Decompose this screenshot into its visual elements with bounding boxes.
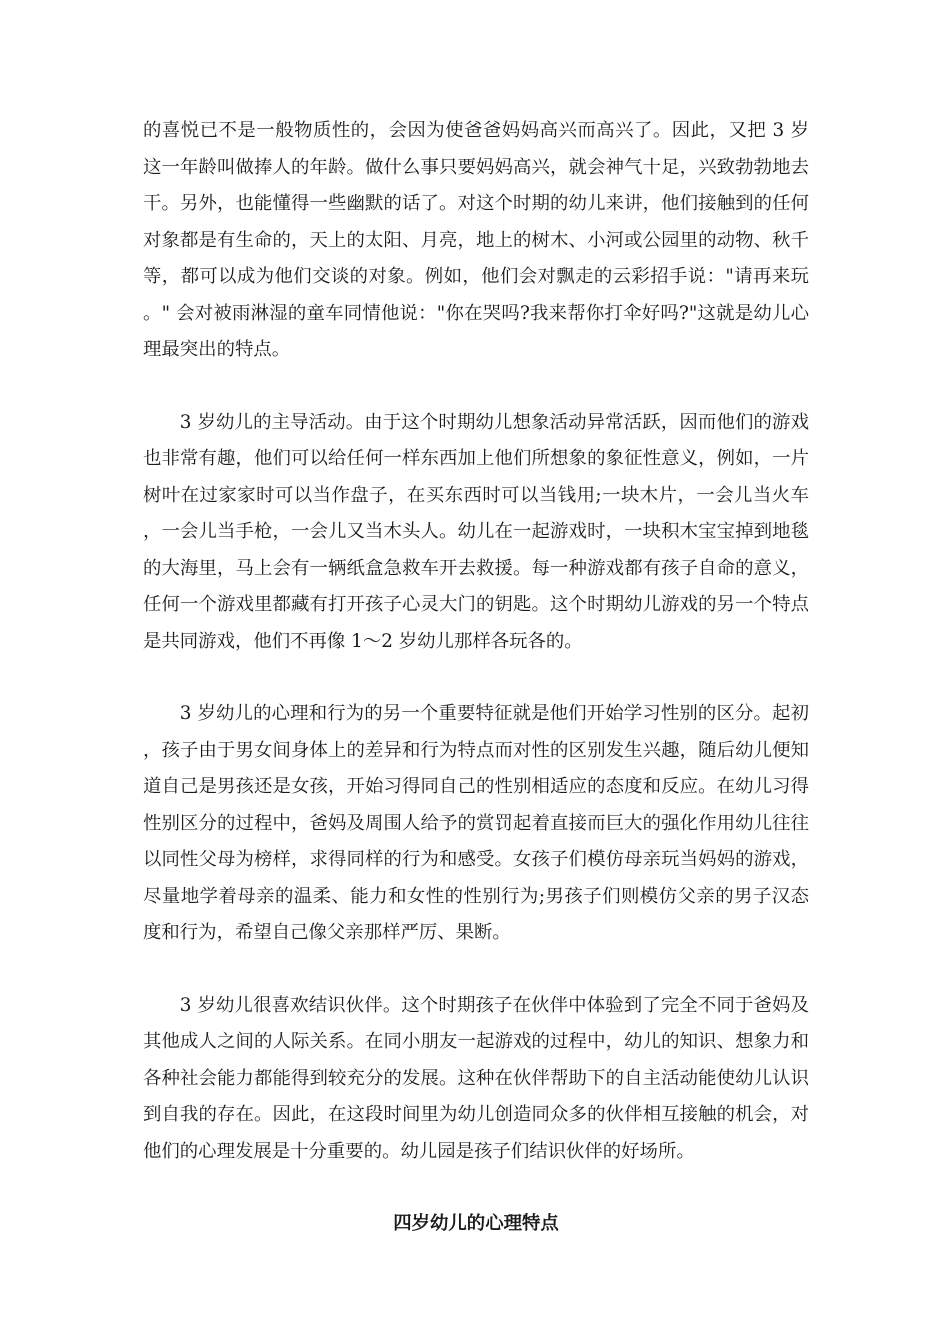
paragraph-gap — [143, 952, 809, 988]
paragraph-gap — [143, 369, 809, 405]
paragraph-making-friends: 3 岁幼儿很喜欢结识伙伴。这个时期孩子在伙伴中体验到了完全不同于爸妈及其他成人之间的人际关系。在同小朋友一起游戏的过程中，幼儿的知识、想象力和各种社会能力都能得到较充分的发展。这种在伙伴帮助下的自主活动能使幼儿认识到自我的存在。因此，在这段时间里为幼儿创造同众多的伙伴相互接触的机会，对他们的心理发展是十分重要的。幼儿园是孩子们结识伙伴的好场所。 — [143, 994, 809, 1162]
document-page — [143, 113, 809, 1243]
section-heading: 四岁幼儿的心理特点 — [393, 1213, 559, 1234]
paragraph-continued: 的喜悦已不是一般物质性的，会因为使爸爸妈妈高兴而高兴了。因此，又把 3 岁这一年龄叫做捧人的年龄。做什么事只要妈妈高兴，就会神气十足，兴致勃勃地去干。另外，也能懂得一些幽默的话了。对这个时期的幼儿来讲，他们接触到的任何对象都是有生命的，天上的太阳、月亮，地上的树木、小河或公园里的动物、秋千等，都可以成为他们交谈的对象。例如，他们会对飘走的云彩招手说："请再来玩。" 会对被雨淋湿的童车同情他说："你在哭吗?我来帮你打伞好吗?"这就是幼儿心理最突出的特点。 — [143, 120, 809, 360]
paragraph-gap — [143, 1170, 809, 1206]
paragraph-gender-distinction: 3 岁幼儿的心理和行为的另一个重要特征就是他们开始学习性别的区分。起初，孩子由于男女间身体上的差异和行为特点而对性的区别发生兴趣，随后幼儿便知道自己是男孩还是女孩，开始习得同自己的性别相适应的态度和反应。在幼儿习得性别区分的过程中，爸妈及周围人给予的赏罚起着直接而巨大的强化作用幼儿往往以同性父母为榜样，求得同样的行为和感受。女孩子们模仿母亲玩当妈妈的游戏，尽量地学着母亲的温柔、能力和女性的性别行为;男孩子们则模仿父亲的男子汉态度和行为，希望自己像父亲那样严厉、果断。 — [143, 703, 809, 943]
paragraph-gap — [143, 660, 809, 696]
paragraph-main-activity: 3 岁幼儿的主导活动。由于这个时期幼儿想象活动异常活跃，因而他们的游戏也非常有趣，他们可以给任何一样东西加上他们所想象的象征性意义，例如，一片树叶在过家家时可以当作盘子，在买东西时可以当钱用;一块木片，一会儿当火车，一会儿当手枪，一会儿又当木头人。幼儿在一起游戏时，一块积木宝宝掉到地毯的大海里，马上会有一辆纸盒急救车开去救援。每一种游戏都有孩子自命的意义，任何一个游戏里都藏有打开孩子心灵大门的钥匙。这个时期幼儿游戏的另一个特点是共同游戏，他们不再像 1～2 岁幼儿那样各玩各的。 — [143, 411, 809, 652]
